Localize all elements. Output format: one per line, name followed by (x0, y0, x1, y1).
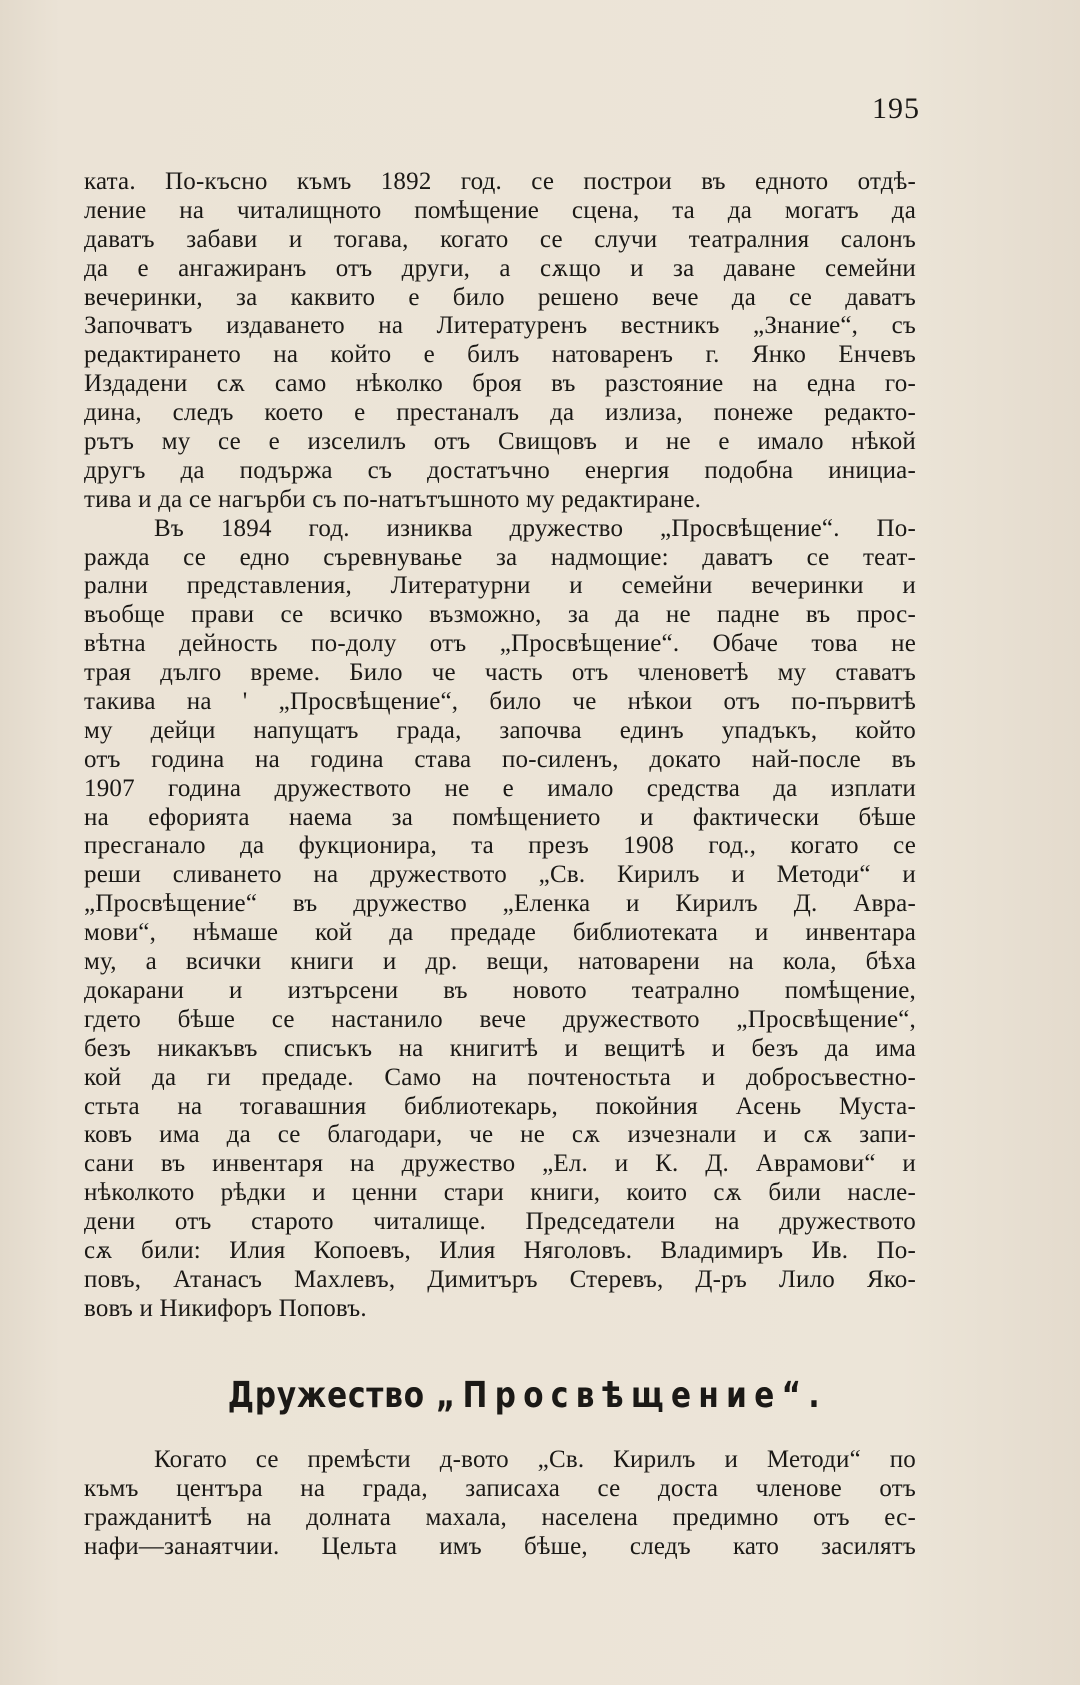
text-line: другъ да подържа съ достатъчно енергия подобна инициа- (84, 456, 916, 484)
text-line: гражданитѣ на долната махала, населена предимно отъ ес- (84, 1503, 916, 1531)
text-line: рални представления, Литературни и семейни вечеринки и (84, 572, 916, 600)
text-line: рътъ му се е изселилъ отъ Свищовъ и не е имало нѣкой (84, 428, 916, 456)
text-line: дина, следъ което е престаналъ да излиза, понеже редакто- (84, 399, 916, 427)
text-line: ление на читалищното помѣщение сцена, та да могатъ да (84, 196, 916, 224)
text-line: „Просвѣщение“ въ дружество „Еленка и Кирилъ Д. Авра- (84, 890, 916, 918)
text-line: ката. По-късно къмъ 1892 год. се построи въ едното отдѣ- (84, 168, 916, 195)
text-line: сани въ инвентаря на дружество „Ел. и К. Д. Аврамови“ и (84, 1150, 916, 1178)
text-line: стьта на тогавашния библиотекарь, покойния Асень Муста- (84, 1092, 916, 1120)
page-number: 195 (872, 92, 920, 125)
text-line: повъ, Атанасъ Махлевъ, Димитъръ Стеревъ, Д-ръ Лило Яко- (84, 1265, 916, 1293)
text-line: ковъ има да се благодари, че не сѫ изчезнали и сѫ запи- (84, 1121, 916, 1149)
text-line: тива и да се нагърби съ по-натътъшното му редактиране. (84, 485, 702, 513)
text-line: нафи—занаятчии. Цельта имъ бѣше, следъ като засилятъ (84, 1532, 916, 1560)
text-line: кой да ги предаде. Само на почтеностьта и добросъвестно- (84, 1063, 916, 1091)
text-line: да е ангажиранъ отъ други, а сѫщо и за даване семейни (84, 254, 916, 282)
text-line: вовъ и Никифоръ Поповъ. (84, 1294, 367, 1322)
text-line: пресганало да фукционира, та презъ 1908 год., когато се (84, 832, 916, 860)
text-line: му, а всички книги и др. вещи, натоварени на кола, бѣха (84, 948, 916, 976)
text-line: мови“, нѣмаше кой да предаде библиотеката и инвентара (84, 919, 916, 947)
text-line: Издадени сѫ само нѣколко броя въ разстояние на една го- (84, 370, 916, 398)
text-line: на ефорията наема за помѣщението и фактически бѣше (84, 803, 916, 831)
section-heading (85, 1375, 971, 1416)
text-line: вѣтна дейность по-долу отъ „Просвѣщение“. Обаче това не (84, 630, 916, 658)
text-line: гдето бѣше се настанило вече дружеството „Просвѣщение“, (84, 1005, 916, 1033)
text-line: Въ 1894 год. изниква дружество „Просвѣщение“. По- (154, 514, 916, 542)
paragraph-2 (84, 515, 916, 1324)
paragraph-1 (84, 168, 916, 515)
text-line: отъ година на година става по-силенъ, докато най-после въ (84, 745, 916, 773)
text-line: такива на ' „Просвѣщение“, било че нѣкои отъ по-първитѣ (84, 688, 916, 716)
text-line: ражда се едно съревнување за надмощие: даватъ се теат- (84, 543, 916, 571)
text-line: въобще прави се всичко възможно, за да не падне въ прос- (84, 601, 916, 629)
text-line: дени отъ старото читалище. Председатели на дружеството (84, 1208, 916, 1236)
text-line: докарани и изтърсени въ новото театрално помѣщение, (84, 976, 916, 1004)
text-line: даватъ забави и тогава, когато се случи театралния салонъ (84, 225, 916, 253)
text-line: нѣколкото рѣдки и ценни стари книги, които сѫ били насле- (84, 1179, 916, 1207)
paragraph-3 (84, 1446, 916, 1562)
section-text-block (84, 1446, 916, 1562)
text-line: трая дълго време. Било че часть отъ членоветѣ му ставатъ (84, 659, 916, 687)
text-line: вечеринки, за каквито е било решено вече да се даватъ (84, 283, 916, 311)
text-line: реши сливането на дружеството „Св. Кирилъ и Методи“ и (84, 861, 916, 889)
main-text-block (84, 168, 916, 1324)
text-line: му дейци напущатъ града, започва единъ упадъкъ, който (84, 716, 916, 744)
text-line: безъ никакъвъ списъкъ на книгитѣ и вещитѣ и безъ да има (84, 1034, 916, 1062)
section-heading-title: „Просвѣщение“. (435, 1375, 828, 1416)
text-line: редактирането на който е билъ натоваренъ г. Янко Енчевъ (84, 341, 916, 369)
text-line: 1907 година дружеството не е имало средства да изплати (84, 774, 916, 802)
text-line: Когато се премѣсти д-вото „Св. Кирилъ и Методи“ по (154, 1446, 916, 1473)
text-line: Започватъ издаването на Литературенъ вестникъ „Знание“, съ (84, 312, 916, 340)
section-heading-prefix: Дружество (227, 1375, 436, 1416)
text-line: къмъ центъра на града, записаха се доста членове отъ (84, 1474, 916, 1502)
text-line: сѫ били: Илия Копоевъ, Илия Няголовъ. Владимиръ Ив. По- (84, 1236, 916, 1264)
